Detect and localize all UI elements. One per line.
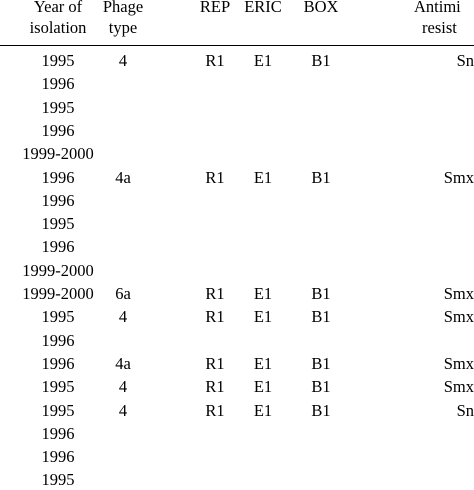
header-year-line1: Year of: [33, 0, 83, 16]
cell-rep: R1: [205, 354, 225, 373]
cell-year: 1995: [41, 401, 75, 420]
header-rule: [0, 45, 474, 46]
cell-phage-type: 4a: [115, 168, 131, 187]
cell-box: B1: [311, 168, 331, 187]
cell-antimicrobial-resistance: Smx: [443, 284, 474, 303]
cell-antimicrobial-resistance: Smx: [443, 168, 474, 187]
header-rep: REP: [199, 0, 231, 16]
cell-year: 1995: [41, 98, 75, 117]
cell-box: B1: [311, 307, 331, 326]
cell-rep: R1: [205, 51, 225, 70]
cell-year: 1996: [41, 121, 75, 140]
cell-antimicrobial-resistance: Sn: [456, 401, 474, 420]
header-antimicrobial-line2: resist: [422, 18, 457, 37]
cell-phage-type: 4: [118, 401, 128, 420]
cell-box: B1: [311, 284, 331, 303]
cell-year: 1996: [41, 74, 75, 93]
cell-eric: E1: [253, 354, 273, 373]
cell-phage-type: 4: [118, 51, 128, 70]
cell-eric: E1: [253, 168, 273, 187]
cell-box: B1: [311, 51, 331, 70]
cell-year: 1995: [41, 377, 75, 396]
cell-antimicrobial-resistance: Sn: [456, 51, 474, 70]
cell-antimicrobial-resistance: Smx: [443, 307, 474, 326]
cell-rep: R1: [205, 168, 225, 187]
header-phage-line1: Phage: [102, 0, 144, 16]
cell-year: 1996: [41, 424, 75, 443]
header-box: BOX: [303, 0, 339, 16]
cell-phage-type: 4: [118, 307, 128, 326]
cell-year: 1999-2000: [22, 261, 94, 280]
cell-eric: E1: [253, 307, 273, 326]
cell-year: 1999-2000: [22, 284, 94, 303]
cell-box: B1: [311, 401, 331, 420]
header-antimicrobial-line1: Antimi: [414, 0, 461, 16]
cell-year: 1995: [41, 470, 75, 489]
header-eric: ERIC: [244, 0, 282, 16]
cell-rep: R1: [205, 401, 225, 420]
cell-rep: R1: [205, 377, 225, 396]
header-phage-line2: type: [108, 18, 138, 37]
cell-phage-type: 4: [118, 377, 128, 396]
cell-year: 1996: [41, 331, 75, 350]
cell-antimicrobial-resistance: Smx: [443, 377, 474, 396]
cell-eric: E1: [253, 51, 273, 70]
cell-rep: R1: [205, 307, 225, 326]
cell-year: 1995: [41, 51, 75, 70]
cell-box: B1: [311, 354, 331, 373]
cell-eric: E1: [253, 377, 273, 396]
cell-year: 1995: [41, 307, 75, 326]
cell-year: 1996: [41, 447, 75, 466]
cell-year: 1996: [41, 354, 75, 373]
cell-eric: E1: [253, 401, 273, 420]
cell-eric: E1: [253, 284, 273, 303]
cell-rep: R1: [205, 284, 225, 303]
cell-box: B1: [311, 377, 331, 396]
cell-year: 1996: [41, 191, 75, 210]
cell-phage-type: 4a: [115, 354, 131, 373]
cell-phage-type: 6a: [115, 284, 131, 303]
cell-year: 1999-2000: [22, 144, 94, 163]
cell-year: 1996: [41, 168, 75, 187]
cell-antimicrobial-resistance: Smx: [443, 354, 474, 373]
header-year-line2: isolation: [29, 18, 87, 37]
cell-year: 1995: [41, 214, 75, 233]
cell-year: 1996: [41, 237, 75, 256]
